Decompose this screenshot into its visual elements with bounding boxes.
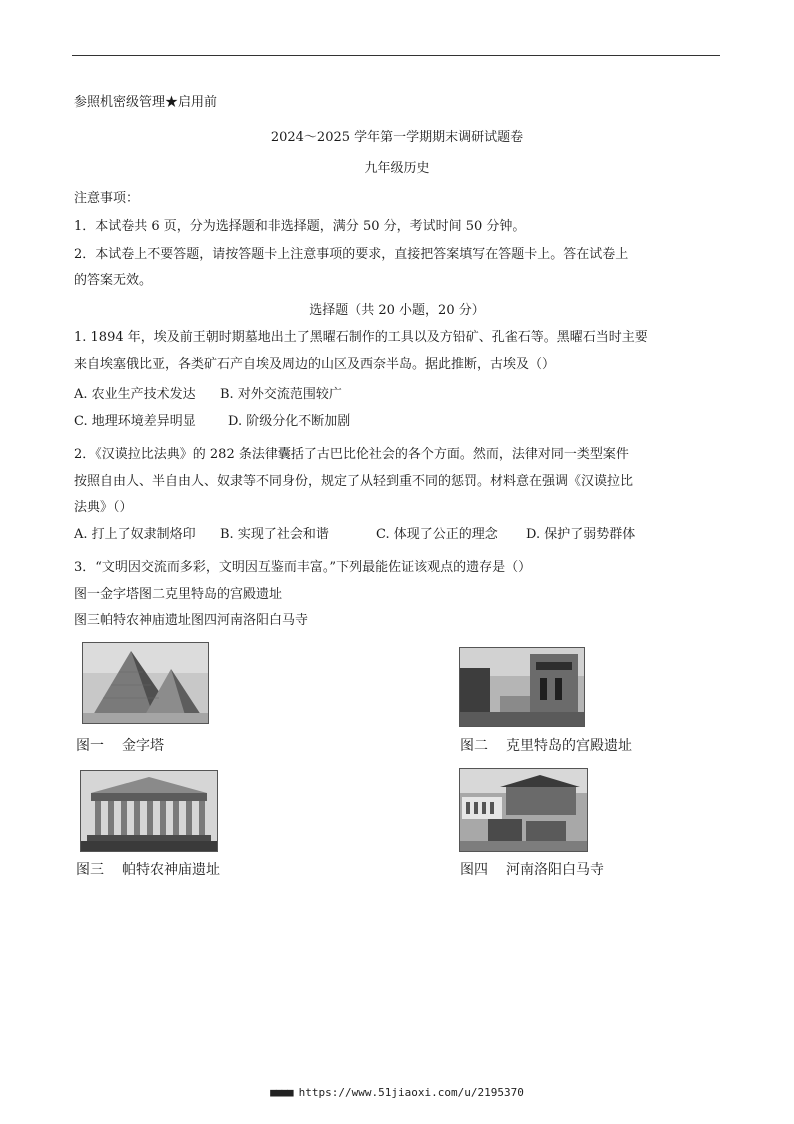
q1-option-b: B. 对外交流范围较广 <box>220 387 342 402</box>
fig1-title: 金字塔 <box>122 738 164 754</box>
white-horse-temple-photo <box>459 768 588 852</box>
fig3-caption <box>76 861 220 879</box>
fig2-title: 克里特岛的宫殿遗址 <box>506 738 632 754</box>
q2-stem-line-1: 2．《汉谟拉比法典》的 282 条法律囊括了古巴比伦社会的各个方面。然而，法律对同一类型案件 <box>74 447 629 462</box>
note-item-2-line-1: 2．本试卷上不要答题，请按答题卡上注意事项的要求，直接把答案填写在答题卡上。答在试卷上 <box>74 247 629 262</box>
confidential-label: 参照机密级管理★启用前 <box>74 95 218 110</box>
q3-stem-line-2: 图一金字塔图二克里特岛的宫殿遗址 <box>74 587 283 602</box>
fig3-title: 帕特农神庙遗址 <box>122 862 220 878</box>
knossos-palace-photo <box>459 647 585 727</box>
top-rule <box>72 55 720 56</box>
fig4-title: 河南洛阳白马寺 <box>506 862 604 878</box>
fig4-caption <box>460 861 604 879</box>
q2-option-a: A. 打上了奴隶制烙印 <box>74 527 196 542</box>
note-item-2-line-2: 的答案无效。 <box>74 273 153 288</box>
q3-stem-line-3: 图三帕特农神庙遗址图四河南洛阳白马寺 <box>74 613 309 628</box>
q2-stem-line-2: 按照自由人、半自由人、奴隶等不同身份，规定了从轻到重不同的惩罚。材料意在强调《汉谟拉比 <box>74 474 634 489</box>
fig2-caption <box>460 737 632 755</box>
note-item-1: 1．本试卷共 6 页，分为选择题和非选择题，满分 50 分，考试时间 50 分钟。 <box>74 219 526 234</box>
q2-option-b: B. 实现了社会和谐 <box>220 527 329 542</box>
footer-tag: ■■■■ <box>270 1086 293 1099</box>
footer-url[interactable]: https://www.51jiaoxi.com/u/2195370 <box>298 1086 524 1099</box>
q1-stem-line-1: 1. 1894 年，埃及前王朝时期墓地出土了黑曜石制作的工具以及方铅矿、孔雀石等。黑曜石当时主要 <box>74 330 648 345</box>
q1-option-d: D. 阶级分化不断加剧 <box>228 414 351 429</box>
footer <box>0 1086 794 1100</box>
parthenon-photo <box>80 770 218 852</box>
section-title: 选择题（共 20 小题，20 分） <box>309 303 485 318</box>
q1-option-c: C. 地理环境差异明显 <box>74 414 196 429</box>
exam-title: 2024～2025 学年第一学期期末调研试题卷 <box>270 130 524 145</box>
q2-stem-line-3: 法典》（） <box>74 500 133 515</box>
q1-option-a: A. 农业生产技术发达 <box>74 387 196 402</box>
notes-heading: 注意事项： <box>74 191 140 206</box>
q3-stem-line-1: 3．“文明因交流而多彩，文明因互鉴而丰富。”下列最能佐证该观点的遗存是（） <box>74 560 532 575</box>
q2-option-c: C. 体现了公正的理念 <box>376 527 498 542</box>
pyramids-photo <box>82 642 209 724</box>
q2-option-d: D. 保护了弱势群体 <box>526 527 636 542</box>
fig4-label: 图四 <box>460 862 488 878</box>
fig3-label: 图三 <box>76 862 104 878</box>
exam-subject: 九年级历史 <box>364 161 430 176</box>
q1-stem-line-2: 来自埃塞俄比亚，各类矿石产自埃及周边的山区及西奈半岛。据此推断，古埃及（） <box>74 357 556 372</box>
fig1-label: 图一 <box>76 738 104 754</box>
fig1-caption <box>76 737 164 755</box>
fig2-label: 图二 <box>460 738 488 754</box>
